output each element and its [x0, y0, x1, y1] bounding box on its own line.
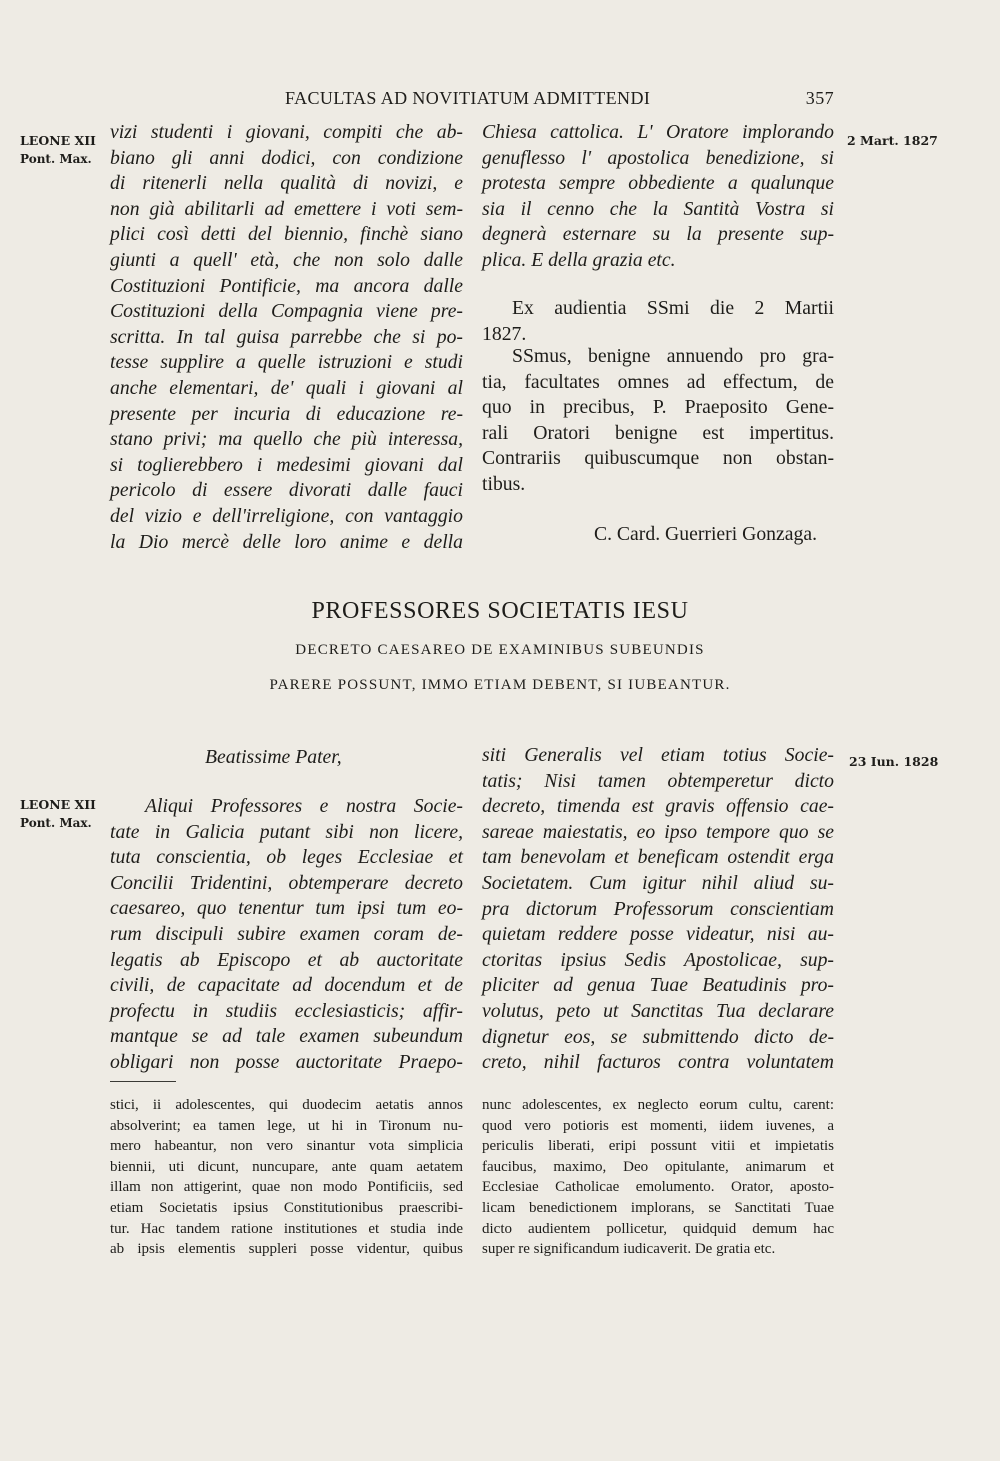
running-header — [110, 88, 838, 114]
text-line: mantque se ad tale examen subeundum — [110, 1025, 463, 1048]
margin-note-pope-bottom — [20, 795, 96, 833]
text-line: caesareo, quo tenentur tum ipsi tum eo- — [110, 897, 463, 920]
text-line: profectu in studiis ecclesiasticis; affir- — [110, 999, 463, 1022]
footnote-line: illam non attigerint, quae non modo Pontificiis, sed — [110, 1179, 463, 1196]
bottom-left-column — [110, 794, 463, 1076]
footnote-line: mero habeantur, non vero sinantur vota simplicia — [110, 1138, 463, 1155]
text-line: Aliqui Professores e nostra Socie- — [145, 795, 463, 817]
text-line: Costituzioni Pontificie, ma ancora dalle — [110, 274, 463, 297]
text-line: vizi studenti i giovani, compiti che ab- — [110, 121, 463, 143]
section-subtitle-2: PARERE POSSUNT, IMMO ETIAM DEBENT, SI IUBEANTUR. — [269, 677, 731, 693]
text-line: di ritenerli nella qualità di novizi, e — [110, 172, 463, 195]
text-line: tuta conscientia, ob leges Ecclesiae et — [110, 846, 463, 869]
top-right-column-italic — [482, 120, 834, 274]
footnote-right — [482, 1095, 834, 1260]
text-line: tia, facultates omnes ad effectum, de — [482, 370, 834, 393]
footnote-line: nunc adolescentes, ex neglecto eorum cultu, carent: — [482, 1097, 834, 1113]
footnote-left — [110, 1095, 463, 1260]
salutation: Beatissime Pater, — [205, 746, 342, 768]
text-line: degnerà esternare su la presente sup- — [482, 223, 834, 246]
text-line: 1827. — [482, 322, 527, 345]
text-line: Chiesa cattolica. L' Oratore implorando — [482, 121, 834, 143]
footnote-line: quod vero potioris est momenti, iidem iuvenes, a — [482, 1117, 834, 1134]
margin-note-pope-title: Pont. Max. — [20, 152, 92, 166]
footnote-line: absolverint; ea tamen lege, ut hi in Tironum nu- — [110, 1117, 463, 1134]
text-line: del vizio e dell'irreligione, con vantaggio — [110, 504, 463, 527]
text-line: tam benevolam et beneficam ostendit erga — [482, 846, 834, 869]
text-line: stano privi; ma quello che più interessa, — [110, 428, 463, 451]
text-line: tibus. — [482, 472, 526, 495]
footnote-line: stici, ii adolescentes, qui duodecim aetatis annos — [110, 1097, 463, 1113]
footnote-rule — [110, 1081, 176, 1082]
footnote-line: licam benedictionem implorans, se Sanctitati Tuae — [482, 1199, 834, 1216]
text-line: pericolo di essere divorati dalle fauci — [110, 479, 463, 502]
margin-note-pope-title: Pont. Max. — [20, 816, 92, 830]
text-line: scritta. In tal guisa parrebbe che si po- — [110, 325, 463, 348]
margin-note-date-top: 2 Mart. 1827 — [847, 133, 938, 148]
text-line: obligari non posse auctoritate Praepo- — [110, 1050, 463, 1073]
text-line: sareae maiestatis, eo ipso tempore quo se — [482, 820, 834, 843]
text-line: pliciter ad genua Tuae Beatudinis pro- — [482, 974, 834, 997]
text-line: pra dictorum Professorum conscientiam — [482, 897, 834, 920]
footnote-line: biennii, uti dicunt, nuncupare, ante quam aetatem — [110, 1158, 463, 1175]
text-line: tatis; Nisi tamen obtemperetur dicto — [482, 769, 834, 792]
section-title: PROFESSORES SOCIETATIS IESU — [311, 598, 689, 624]
section-subtitle-1: DECRETO CAESAREO DE EXAMINIBUS SUBEUNDIS — [295, 642, 705, 658]
text-line: rali Oratori benigne est impertitus. — [482, 421, 834, 444]
text-line: biano gli anni dodici, con condizione — [110, 146, 463, 169]
text-line: rum discipuli subire examen coram de- — [110, 922, 463, 945]
text-line: si toglierebbero i medesimi giovani dal — [110, 453, 463, 476]
footnote-line: periculis liberati, eripi possunt vitii et impietatis — [482, 1138, 834, 1155]
footnote-line: super re significandum iudicaverit. De gratia etc. — [482, 1241, 776, 1258]
text-line: dignetur eos, se submittendo dicto de- — [482, 1025, 834, 1048]
text-line: creto, nihil facturos contra voluntatem — [482, 1051, 834, 1074]
margin-note-date-bottom: 23 Iun. 1828 — [849, 754, 939, 769]
top-left-column — [110, 120, 463, 555]
footnote-line: faucibus, maximo, Deo opitulante, animarum et — [482, 1158, 834, 1175]
text-line: giunti a quell' età, che non solo dalle — [110, 248, 463, 271]
text-line: plica. E della grazia etc. — [482, 248, 676, 271]
bottom-right-column — [482, 743, 834, 1076]
margin-note-pope-name: LEONE XII — [20, 133, 96, 148]
text-line: tate in Galicia putant sibi non licere, — [110, 820, 463, 843]
margin-note-pope-top — [20, 131, 96, 169]
text-line: plici così detti del biennio, finchè siano — [110, 223, 463, 246]
footnote-line: ab ipsis elementis suppleri posse videntur, quibus — [110, 1241, 463, 1258]
text-line: legatis ab Episcopo et ab auctoritate — [110, 948, 463, 971]
running-title: FACULTAS AD NOVITIATUM ADMITTENDI — [285, 88, 651, 108]
text-line: civili, de capacitate ad docendum et de — [110, 974, 463, 997]
text-line: Ex audientia SSmi die 2 Martii — [512, 297, 834, 319]
footnote-line: etiam Societatis ipsius Constitutionibus praescribi- — [110, 1199, 463, 1216]
rescript-date — [482, 296, 834, 347]
text-line: protesta sempre obbediente a qualunque — [482, 172, 834, 195]
footnote-line: dicto audientem pollicetur, quidquid demum hac — [482, 1220, 834, 1237]
text-line: decreto, timenda est gravis offensio cae- — [482, 795, 834, 818]
text-line: sia il cenno che la Santità Vostra si — [482, 197, 834, 220]
signature: C. Card. Guerrieri Gonzaga. — [593, 523, 817, 545]
text-line: la Dio mercè delle loro anime e della — [110, 530, 463, 553]
text-line: Costituzioni della Compagnia viene pre- — [110, 300, 463, 323]
margin-note-pope-name: LEONE XII — [20, 797, 96, 812]
text-line: Concilii Tridentini, obtemperare decreto — [110, 871, 463, 894]
text-line: presente per incuria di educazione re- — [110, 402, 463, 425]
text-line: quo in precibus, P. Praeposito Gene- — [482, 396, 834, 419]
page-number: 357 — [805, 88, 834, 108]
text-line: tesse supplire a quelle istruzioni e studi — [110, 351, 463, 374]
footnote-line: Ecclesiae Catholicae emolumento. Orator, aposto- — [482, 1179, 834, 1196]
text-line: SSmus, benigne annuendo pro gra- — [512, 345, 834, 367]
text-line: ctoritas ipsius Sedis Apostolicae, sup- — [482, 948, 834, 971]
text-line: volutus, peto ut Sanctitas Tua declarare — [482, 999, 834, 1022]
text-line: Societatem. Cum igitur nihil aliud su- — [482, 871, 834, 894]
rescript-body — [482, 344, 834, 498]
text-line: anche elementari, de' quali i giovani al — [110, 376, 463, 399]
text-line: genuflesso l' apostolica benedizione, si — [482, 146, 834, 169]
text-line: siti Generalis vel etiam totius Socie- — [482, 744, 834, 766]
text-line: non già abilitarli ad emettere i voti sem- — [110, 197, 463, 220]
footnote-line: tur. Hac tandem ratione institutiones et studia inde — [110, 1220, 463, 1237]
text-line: Contrariis quibuscumque non obstan- — [482, 447, 834, 470]
text-line: quietam reddere posse videatur, nisi au- — [482, 923, 834, 946]
